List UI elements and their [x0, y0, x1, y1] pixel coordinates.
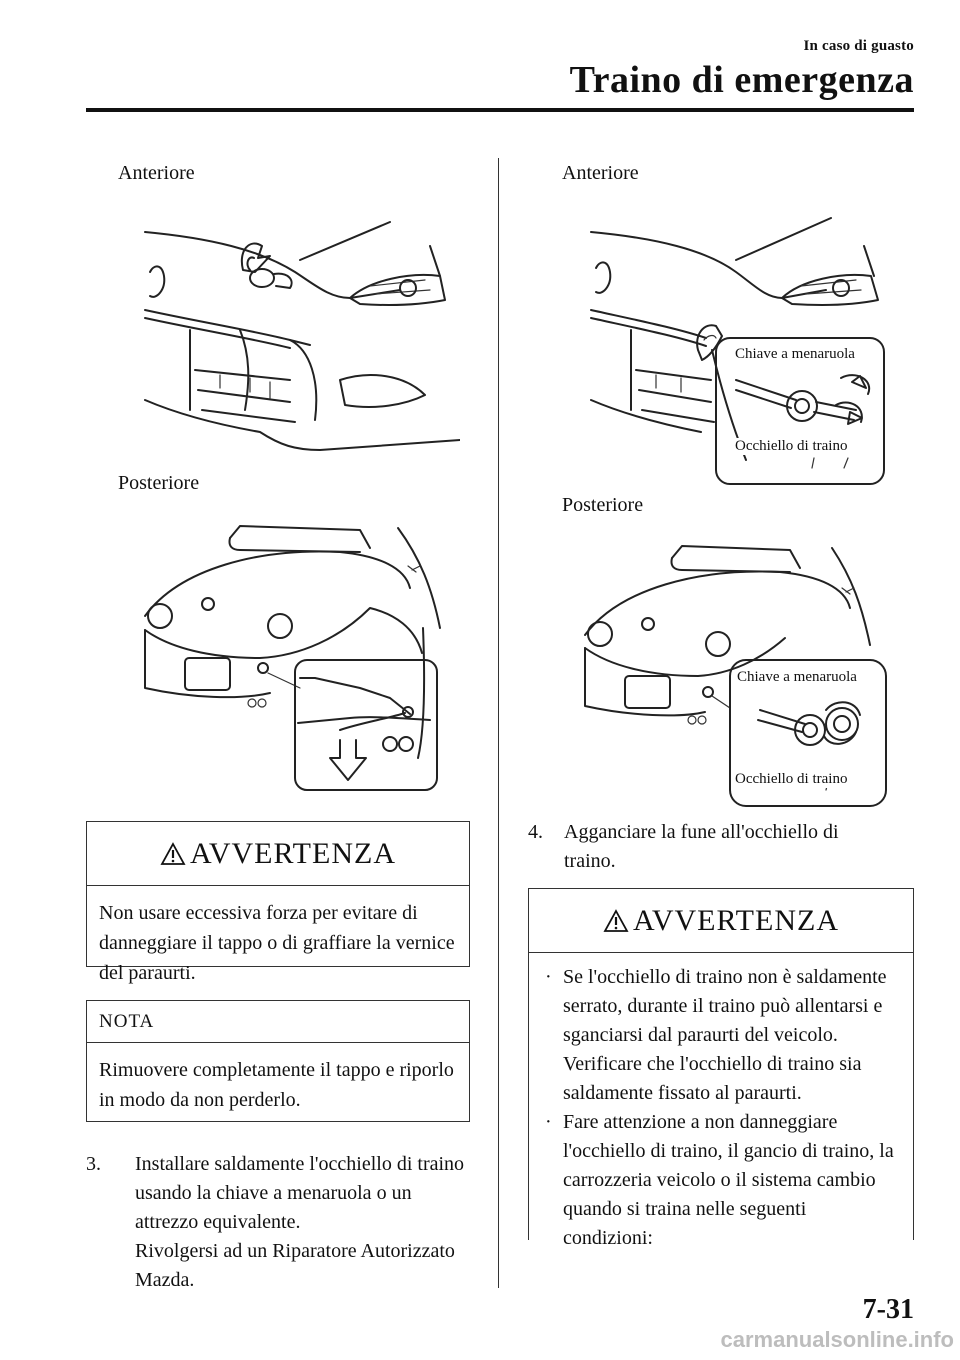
step-number: 3.	[86, 1153, 101, 1175]
note-text: Rimuovere completamente il tappo e riporlo in modo da non perderlo.	[99, 1059, 454, 1111]
step-number: 4.	[528, 821, 543, 843]
label-eye-front: Occhiello di traino	[735, 438, 848, 454]
watermark: carmanualsonline.info	[720, 1327, 954, 1352]
bullet-text: Fare attenzione a non danneggiare l'occhiello di traino, il gancio di traino, la carrozzeria veicolo o il sistema cambio quando si traina nelle seguenti condizioni:	[563, 1111, 894, 1249]
warning-header	[87, 822, 469, 886]
warning-text: Non usare eccessiva forza per evitare di danneggiare il tappo o di graffiare la vernice del paraurti.	[99, 902, 455, 984]
figure-front-cap-removal	[140, 210, 460, 460]
bullet-text: Se l'occhiello di traino non è saldamente serrato, durante il traino può allentarsi e sganciarsi dal paraurti del veicolo. Verificare che l'occhiello di traino sia saldamente fissato al paraurti.	[563, 966, 887, 1104]
note-header: NOTA	[87, 1001, 469, 1043]
bullet-mark: ·	[545, 966, 552, 988]
caption-front-right: Anteriore	[562, 162, 639, 184]
label-eye-rear: Occhiello di traino	[735, 771, 848, 787]
warning-bullet	[541, 963, 901, 1108]
warning-bullet-list	[529, 953, 913, 1263]
page-number: 7-31	[862, 1294, 914, 1325]
label-wrench-rear: Chiave a menaruola	[737, 669, 857, 685]
page-title: Traino di emergenza	[569, 59, 914, 101]
note-box	[86, 1000, 470, 1122]
warning-box-left	[86, 821, 470, 984]
step-subtext: Rivolgersi ad un Riparatore Autorizzato Mazda.	[135, 1240, 455, 1291]
step-text: Agganciare la fune all'occhiello di traino.	[564, 821, 839, 872]
warning-triangle-icon	[603, 909, 629, 933]
caption-rear-right: Posteriore	[562, 494, 644, 516]
step-text: Installare saldamente l'occhiello di traino usando la chiave a menaruola o un attrezzo equivalente.	[135, 1153, 465, 1233]
warning-title: AVVERTENZA	[190, 836, 396, 870]
warning-box-right	[528, 888, 914, 1249]
column-divider	[498, 158, 499, 1288]
caption-front-left: Anteriore	[118, 162, 195, 184]
warning-bullet	[541, 1108, 901, 1253]
header-rule	[86, 108, 914, 112]
step-3	[86, 1150, 476, 1295]
step-4	[528, 818, 918, 876]
figure-rear-cap-removal	[140, 518, 442, 794]
header-section: In caso di guasto	[803, 38, 914, 54]
warning-title: AVVERTENZA	[633, 903, 839, 937]
caption-rear-left: Posteriore	[118, 472, 200, 494]
label-wrench-front: Chiave a menaruola	[735, 346, 855, 362]
warning-triangle-icon	[160, 842, 186, 866]
warning-header	[529, 889, 913, 953]
bullet-mark: ·	[545, 1111, 552, 1133]
